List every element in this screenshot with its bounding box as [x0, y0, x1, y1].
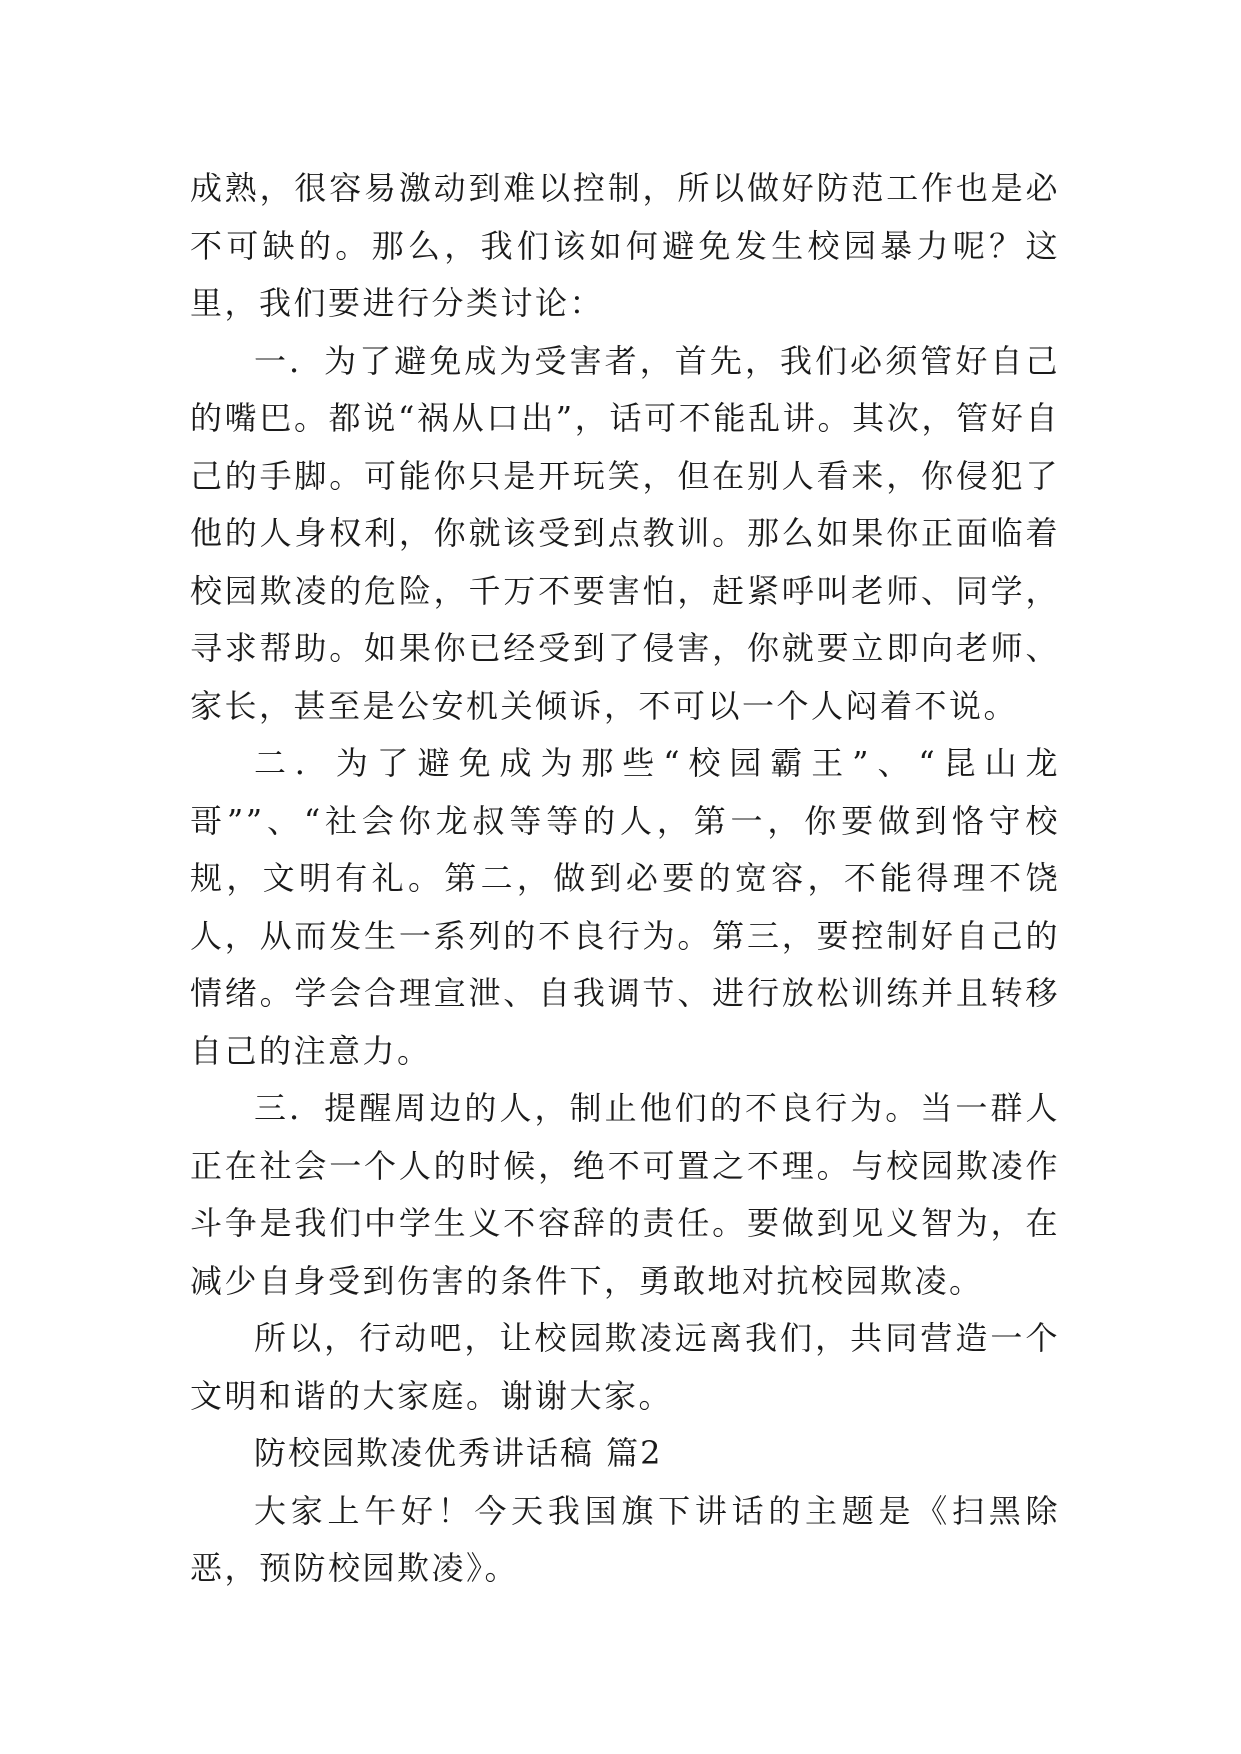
paragraph-point-three: 三．提醒周边的人，制止他们的不良行为。当一群人正在社会一个人的时候，绝不可置之不理。与校园欺凌作斗争是我们中学生义不容辞的责任。要做到见义智为，在减少自身受到伤害的条件下，勇敢地对抗校园欺凌。 [190, 1089, 1060, 1300]
paragraph-point-two: 二．为了避免成为那些“校园霸王”、“昆山龙哥””、“社会你龙叔等等的人，第一，你要做到恪守校规，文明有礼。第二，做到必要的宽容，不能得理不饶人，从而发生一系列的不良行为。第三，要控制好自己的情绪。学会合理宣泄、自我调节、进行放松训练并且转移自己的注意力。 [190, 744, 1060, 1070]
paragraph-conclusion: 所以，行动吧，让校园欺凌远离我们，共同营造一个文明和谐的大家庭。谢谢大家。 [190, 1319, 1060, 1415]
paragraph-greeting: 大家上午好！今天我国旗下讲话的主题是《扫黑除恶，预防校园欺凌》。 [190, 1491, 1060, 1587]
document-body [190, 160, 1060, 1598]
paragraph-continuation: 成熟，很容易激动到难以控制，所以做好防范工作也是必不可缺的。那么，我们该如何避免发生校园暴力呢？这里，我们要进行分类讨论： [190, 169, 1060, 322]
section-heading: 防校园欺凌优秀讲话稿 篇2 [254, 1434, 663, 1472]
paragraph-point-one: 一．为了避免成为受害者，首先，我们必须管好自己的嘴巴。都说“祸从口出”，话可不能乱讲。其次，管好自己的手脚。可能你只是开玩笑，但在别人看来，你侵犯了他的人身权利，你就该受到点教训。那么如果你正面临着校园欺凌的危险，千万不要害怕，赶紧呼叫老师、同学，寻求帮助。如果你已经受到了侵害，你就要立即向老师、家长，甚至是公安机关倾诉，不可以一个人闷着不说。 [190, 341, 1060, 725]
